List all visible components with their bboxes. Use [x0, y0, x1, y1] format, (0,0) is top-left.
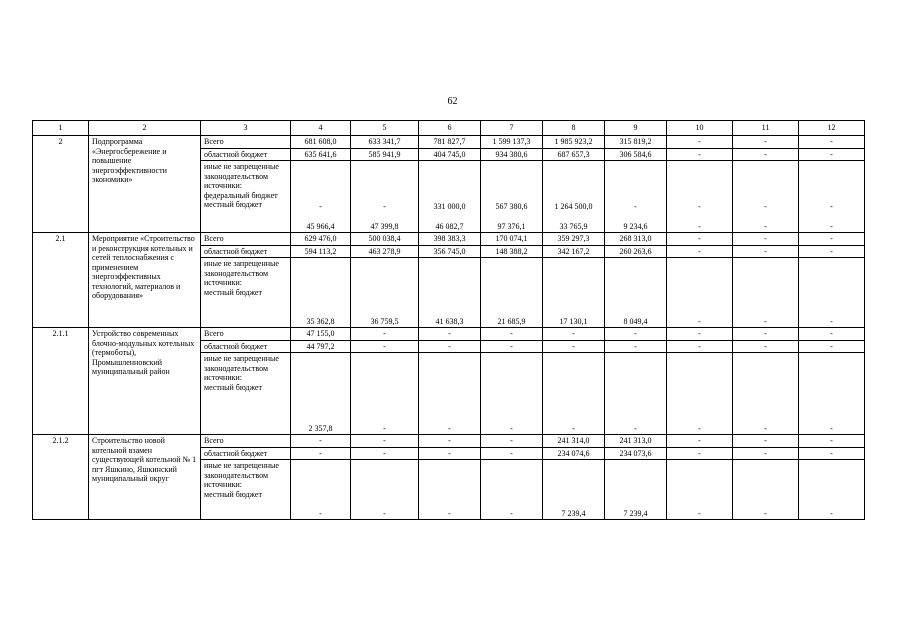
value-cell: - [481, 435, 543, 448]
funding-source: Всего [201, 328, 291, 341]
value-cell: 35 362,8 [306, 316, 335, 326]
column-number: 4 [291, 121, 351, 136]
section-code: 2.1 [33, 233, 89, 328]
value-cell: - [543, 340, 605, 353]
value-cell: - [351, 435, 419, 448]
funding-source: местный бюджет [204, 382, 262, 392]
value-cell-group [419, 161, 481, 233]
value-cell: - [764, 423, 767, 433]
funding-source: Всего [201, 136, 291, 149]
value-cell: 268 313,0 [605, 233, 667, 246]
value-cell: 585 941,9 [351, 148, 419, 161]
value-cell: - [383, 202, 386, 211]
value-cell-group [291, 460, 351, 520]
value-cell: 934 380,6 [481, 148, 543, 161]
value-cell-group [733, 161, 799, 233]
value-cell: - [510, 423, 513, 433]
value-cell: - [698, 508, 701, 518]
value-cell-group [605, 460, 667, 520]
value-cell: - [510, 508, 513, 518]
value-cell: 315 819,2 [605, 136, 667, 149]
value-cell-group [667, 161, 733, 233]
value-cell: 633 341,7 [351, 136, 419, 149]
value-cell-group [733, 460, 799, 520]
value-cell: - [319, 202, 322, 211]
value-cell: - [667, 136, 733, 149]
value-cell: - [543, 328, 605, 341]
value-cell: - [733, 447, 799, 460]
value-cell: - [733, 340, 799, 353]
value-cell: 567 380,6 [495, 202, 528, 211]
value-cell: 1 264 500,0 [554, 202, 593, 211]
column-number: 3 [201, 121, 291, 136]
value-cell-group [419, 460, 481, 520]
value-cell: - [698, 202, 701, 211]
column-number: 9 [605, 121, 667, 136]
value-cell: - [291, 447, 351, 460]
value-cell: 1 985 923,2 [543, 136, 605, 149]
value-cell-group [481, 353, 543, 435]
value-cell: 7 239,4 [623, 508, 648, 518]
value-cell: - [733, 148, 799, 161]
value-cell: - [764, 221, 767, 231]
value-cell: 781 827,7 [419, 136, 481, 149]
value-cell: 594 113,2 [291, 245, 351, 258]
value-cell: - [319, 508, 322, 518]
funding-source: областной бюджет [201, 148, 291, 161]
value-cell: 97 376,1 [497, 221, 526, 231]
value-cell: 41 638,3 [435, 316, 464, 326]
funding-source-group [201, 258, 291, 328]
value-cell-group [733, 258, 799, 328]
value-cell: - [698, 221, 701, 231]
value-cell: 2 357,8 [308, 423, 333, 433]
value-cell: - [291, 435, 351, 448]
value-cell-group [605, 161, 667, 233]
value-cell: 170 074,1 [481, 233, 543, 246]
value-cell: 17 130,1 [559, 316, 588, 326]
value-cell: - [419, 447, 481, 460]
value-cell-group [799, 460, 865, 520]
value-cell-group [799, 258, 865, 328]
value-cell: 36 759,5 [370, 316, 399, 326]
value-cell-group [543, 258, 605, 328]
value-cell: - [605, 340, 667, 353]
value-cell: 681 608,0 [291, 136, 351, 149]
value-cell: 342 167,2 [543, 245, 605, 258]
funding-source-group [201, 161, 291, 233]
value-cell: - [799, 233, 865, 246]
other-sources-label: иные не запрещенные законодательством источники: [204, 461, 279, 489]
value-cell: 241 313,0 [605, 435, 667, 448]
value-cell: - [448, 508, 451, 518]
value-cell: - [383, 423, 386, 433]
value-cell: - [481, 447, 543, 460]
value-cell: - [830, 221, 833, 231]
value-cell: - [733, 435, 799, 448]
column-number: 11 [733, 121, 799, 136]
table-row [33, 328, 865, 341]
value-cell: - [667, 435, 733, 448]
value-cell: 234 074,6 [543, 447, 605, 460]
value-cell: - [383, 508, 386, 518]
value-cell: - [481, 340, 543, 353]
value-cell: - [667, 447, 733, 460]
value-cell: - [634, 423, 637, 433]
value-cell: 46 082,7 [435, 221, 464, 231]
value-cell: - [667, 328, 733, 341]
value-cell: - [799, 136, 865, 149]
value-cell: - [634, 202, 637, 211]
section-title: Устройство современных блочно-модульных котельных (термоботы), Промышленновский муниципальный район [89, 328, 201, 435]
table-row [33, 435, 865, 448]
value-cell: 47 155,0 [291, 328, 351, 341]
value-cell: - [830, 202, 833, 211]
value-cell: 241 314,0 [543, 435, 605, 448]
page-number: 62 [447, 96, 458, 107]
column-number: 10 [667, 121, 733, 136]
value-cell-group [291, 161, 351, 233]
value-cell: - [605, 328, 667, 341]
value-cell: - [799, 245, 865, 258]
value-cell: - [698, 423, 701, 433]
value-cell: 21 685,9 [497, 316, 526, 326]
value-cell-group [733, 353, 799, 435]
funding-source: местный бюджет [204, 287, 262, 297]
value-cell: - [667, 148, 733, 161]
value-cell-group [351, 258, 419, 328]
value-cell: 404 745,0 [419, 148, 481, 161]
funding-source-group [201, 353, 291, 435]
funding-source: местный бюджет [204, 200, 262, 209]
section-code: 2 [33, 136, 89, 233]
value-cell: 1 599 137,3 [481, 136, 543, 149]
section-title: Строительство новой котельной взамен существующей котельной № 1 пгт Яшкино, Яшкинский муниципальный округ [89, 435, 201, 520]
value-cell-group [667, 353, 733, 435]
value-cell-group [799, 161, 865, 233]
value-cell: - [799, 447, 865, 460]
value-cell-group [605, 258, 667, 328]
value-cell: 148 388,2 [481, 245, 543, 258]
value-cell: - [764, 316, 767, 326]
value-cell: - [733, 136, 799, 149]
column-number: 6 [419, 121, 481, 136]
section-code: 2.1.1 [33, 328, 89, 435]
table-row [33, 136, 865, 149]
value-cell-group [419, 258, 481, 328]
value-cell-group [543, 353, 605, 435]
value-cell: 356 745,0 [419, 245, 481, 258]
column-number: 5 [351, 121, 419, 136]
value-cell: 500 038,4 [351, 233, 419, 246]
funding-source: местный бюджет [204, 489, 262, 499]
value-cell: - [799, 435, 865, 448]
column-number: 7 [481, 121, 543, 136]
funding-source: областной бюджет [201, 245, 291, 258]
value-cell: - [448, 423, 451, 433]
value-cell-group [667, 460, 733, 520]
value-cell: 234 073,6 [605, 447, 667, 460]
value-cell: 306 584,6 [605, 148, 667, 161]
column-number: 2 [89, 121, 201, 136]
column-number: 12 [799, 121, 865, 136]
value-cell: 33 765,9 [559, 221, 588, 231]
value-cell: - [698, 316, 701, 326]
value-cell: - [419, 340, 481, 353]
value-cell: 45 966,4 [306, 221, 335, 231]
value-cell: - [419, 435, 481, 448]
value-cell: 331 000,0 [433, 202, 466, 211]
value-cell-group [543, 161, 605, 233]
value-cell: - [733, 328, 799, 341]
other-sources-label: иные не запрещенные законодательством источники: [204, 354, 279, 382]
funding-source: Всего [201, 435, 291, 448]
value-cell: - [799, 328, 865, 341]
value-cell: - [351, 447, 419, 460]
value-cell-group [419, 353, 481, 435]
column-number: 1 [33, 121, 89, 136]
other-sources-label: иные не запрещенные законодательством источники: [204, 259, 279, 287]
value-cell: - [799, 340, 865, 353]
value-cell: 463 278,9 [351, 245, 419, 258]
funding-source-group [201, 460, 291, 520]
value-cell: - [667, 340, 733, 353]
value-cell-group [667, 258, 733, 328]
table-row [33, 233, 865, 246]
value-cell: - [667, 245, 733, 258]
value-cell: 47 399,8 [370, 221, 399, 231]
value-cell-group [481, 258, 543, 328]
value-cell: 629 476,0 [291, 233, 351, 246]
value-cell: 9 234,6 [623, 221, 648, 231]
value-cell-group [481, 460, 543, 520]
value-cell: 260 263,6 [605, 245, 667, 258]
funding-source: областной бюджет [201, 340, 291, 353]
column-number: 8 [543, 121, 605, 136]
funding-source: Всего [201, 233, 291, 246]
value-cell: - [733, 233, 799, 246]
section-title: Мероприятие «Строительство и реконструкция котельных и сетей теплоснабжения с применением энергоэффективных технологий, материалов и оборудования» [89, 233, 201, 328]
value-cell: 8 049,4 [623, 316, 648, 326]
value-cell: - [799, 148, 865, 161]
value-cell-group [543, 460, 605, 520]
value-cell: 398 383,3 [419, 233, 481, 246]
value-cell: - [351, 328, 419, 341]
section-code: 2.1.2 [33, 435, 89, 520]
value-cell: 635 641,6 [291, 148, 351, 161]
value-cell: - [667, 233, 733, 246]
other-sources-label: иные не запрещенные законодательством источники: [204, 162, 279, 190]
funding-source: федеральный бюджет [204, 190, 278, 200]
value-cell: 7 239,4 [561, 508, 586, 518]
value-cell: - [481, 328, 543, 341]
value-cell-group [799, 353, 865, 435]
value-cell: - [830, 316, 833, 326]
value-cell: - [351, 340, 419, 353]
section-title: Подпрограмма «Энергосбережение и повышение энергоэффективности экономики» [89, 136, 201, 233]
budget-table [32, 120, 865, 520]
value-cell-group [351, 353, 419, 435]
value-cell: - [764, 508, 767, 518]
value-cell: - [572, 423, 575, 433]
value-cell-group [481, 161, 543, 233]
value-cell: 44 797,2 [291, 340, 351, 353]
value-cell: 687 657,3 [543, 148, 605, 161]
value-cell-group [351, 460, 419, 520]
value-cell-group [291, 353, 351, 435]
value-cell: - [830, 423, 833, 433]
value-cell: - [830, 508, 833, 518]
value-cell-group [291, 258, 351, 328]
value-cell: - [733, 245, 799, 258]
value-cell: - [764, 202, 767, 211]
value-cell-group [605, 353, 667, 435]
funding-source: областной бюджет [201, 447, 291, 460]
column-number-row [33, 121, 865, 136]
value-cell-group [351, 161, 419, 233]
value-cell: - [419, 328, 481, 341]
value-cell: 359 297,3 [543, 233, 605, 246]
